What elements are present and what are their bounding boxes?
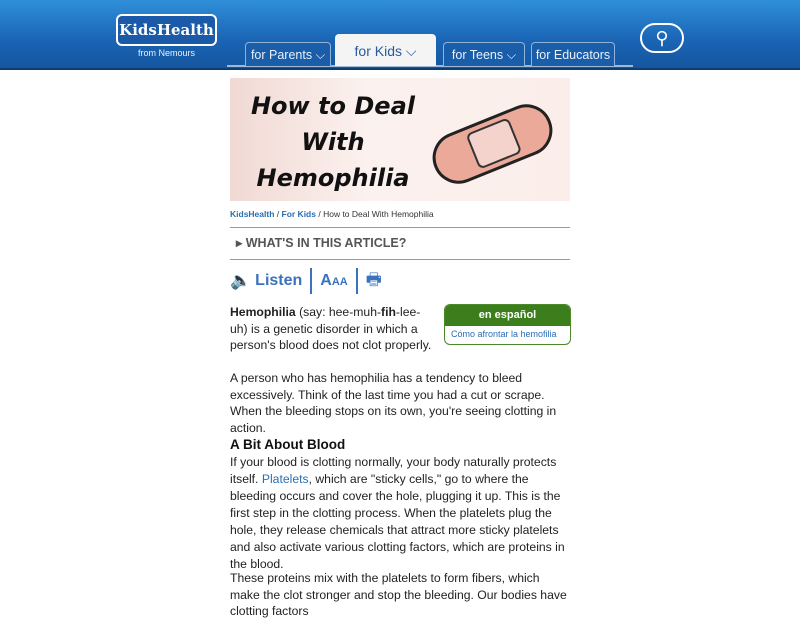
hero-image	[230, 78, 570, 201]
breadcrumb-current: How to Deal With Hemophilia	[323, 209, 434, 219]
tab-for-parents[interactable]: for Parents ⌵	[245, 42, 331, 66]
spanish-version-box	[444, 304, 571, 345]
article-tools	[230, 268, 382, 294]
paragraph: These proteins mix with the platelets to form fibers, which make the clot stronger and stop the bleeding. Our bodies have clotting factors	[230, 571, 567, 618]
print-icon[interactable]: 🖶	[365, 269, 382, 289]
site-header	[0, 0, 800, 70]
search-icon: ⚲	[655, 28, 669, 48]
paragraph: A person who has hemophilia has a tendency to bleed excessively. Think of the last time you had a cut or scrape. When the bleeding stops on its own, you're seeing clotting in action.	[230, 371, 557, 435]
hero-title: How to Deal With Hemophilia	[250, 92, 416, 192]
logo-subtitle: from Nemours	[137, 48, 195, 58]
divider	[230, 227, 570, 228]
spanish-header: en español	[445, 305, 570, 326]
divider	[230, 259, 570, 260]
tab-for-kids[interactable]: for Kids ⌵	[335, 34, 436, 66]
paragraph: If your blood is clotting normally, your body naturally protects itself. Platelets, which are "sticky cells," go to where the bleeding occurs and cover the hole, plugging it up. This is the first step in the clotting process. When the platelets plug the hole, they release chemicals that attract more sticky platelets and also activate various clotting factors, which are proteins in the blood.	[230, 455, 565, 571]
whats-in-this-article-toggle[interactable]: ▸ WHAT'S IN THIS ARTICLE?	[236, 236, 407, 250]
tab-for-educators[interactable]: for Educators	[531, 42, 615, 66]
bandage-illustration	[425, 96, 560, 191]
breadcrumb: KidsHealth / For Kids / How to Deal With Hemophilia	[230, 209, 434, 219]
breadcrumb-for-kids[interactable]: For Kids	[281, 209, 316, 219]
section-heading: A Bit About Blood	[230, 437, 346, 452]
listen-button[interactable]: Listen	[255, 272, 303, 289]
search-button[interactable]	[640, 23, 684, 53]
text-size-button[interactable]: AAA	[320, 272, 348, 289]
breadcrumb-home[interactable]: KidsHealth	[230, 209, 275, 219]
speaker-icon: 🔈	[230, 271, 252, 290]
platelets-link[interactable]: Platelets	[261, 472, 309, 486]
kidshealth-logo[interactable]: KidsHealth	[116, 14, 217, 46]
intro-paragraph: Hemophilia (say: hee-muh-fih-lee-uh) is a genetic disorder in which a person's blood does not clot properly.	[230, 305, 432, 352]
spanish-link[interactable]: Cómo afrontar la hemofilia	[451, 329, 557, 339]
tab-for-teens[interactable]: for Teens ⌵	[443, 42, 525, 66]
